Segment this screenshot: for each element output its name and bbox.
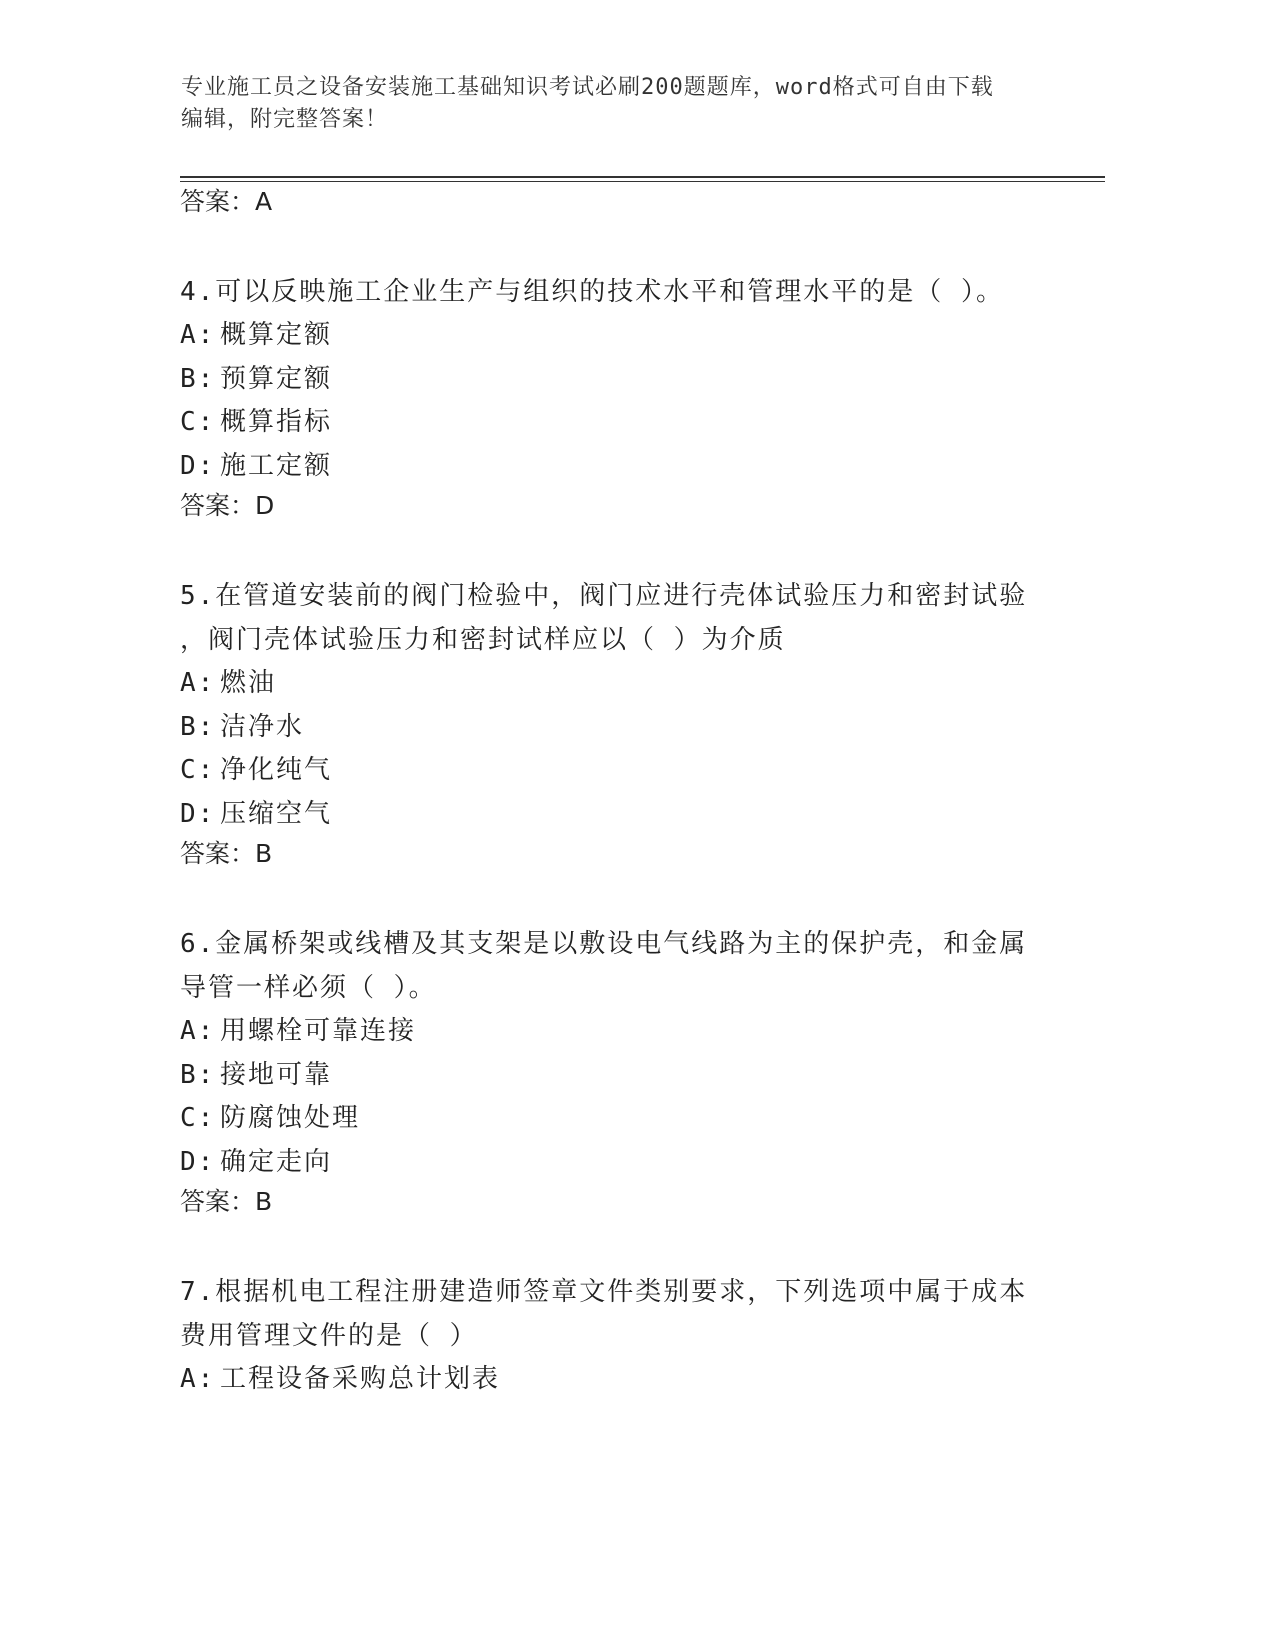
option-d	[180, 1141, 1080, 1185]
header-divider-thick	[180, 176, 1105, 178]
option-d	[180, 793, 1080, 837]
option-letter: D:	[180, 1146, 216, 1177]
option-letter: A:	[180, 668, 216, 698]
option-c	[180, 401, 1080, 445]
header-divider-thin	[180, 181, 1105, 182]
option-letter: C:	[180, 755, 216, 785]
option-a	[180, 314, 1080, 358]
option-text: 燃油	[220, 668, 277, 698]
question-text: 6.金属桥架或线槽及其支架是以敷设电气线路为主的保护壳，和金属	[180, 929, 1028, 959]
option-letter: D:	[180, 798, 216, 829]
option-text: 洁净水	[220, 711, 305, 742]
option-b	[180, 358, 1080, 402]
option-a	[180, 662, 1080, 706]
document-header	[181, 72, 1061, 136]
option-a	[180, 1010, 1080, 1054]
option-text: 净化纯气	[220, 755, 333, 785]
option-b	[180, 706, 1080, 750]
answer-line: 答案：D	[180, 491, 275, 520]
question-text: 4.可以反映施工企业生产与组织的技术水平和管理水平的是（ ）。	[180, 277, 1004, 307]
option-d	[180, 445, 1080, 489]
header-line-2: 编辑，附完整答案！	[181, 107, 389, 132]
option-text: 概算定额	[220, 320, 333, 350]
option-text: 确定走向	[220, 1146, 333, 1177]
question-text-continued: ，阀门壳体试验压力和密封试样应以（ ）为介质	[180, 625, 786, 655]
question-list	[180, 184, 1080, 1402]
answer-line: 答案：B	[180, 839, 273, 868]
question-text-continued: 费用管理文件的是（ ）	[180, 1321, 478, 1351]
option-text: 接地可靠	[220, 1059, 333, 1090]
option-letter: B:	[180, 711, 216, 742]
answer-line: 答案：A	[180, 187, 273, 216]
option-text: 预算定额	[220, 363, 333, 394]
option-letter: B:	[180, 1059, 216, 1090]
option-text: 工程设备采购总计划表	[220, 1364, 501, 1394]
option-letter: A:	[180, 1364, 216, 1394]
option-letter: C:	[180, 407, 216, 437]
option-text: 概算指标	[220, 407, 333, 437]
option-b	[180, 1054, 1080, 1098]
option-text: 防腐蚀处理	[220, 1103, 361, 1133]
option-letter: D:	[180, 450, 216, 481]
answer-line: 答案：B	[180, 1187, 273, 1216]
question-block	[180, 1270, 1080, 1402]
question-text: 5.在管道安装前的阀门检验中，阀门应进行壳体试验压力和密封试验	[180, 581, 1028, 611]
question-block	[180, 574, 1080, 872]
option-a	[180, 1358, 1080, 1402]
option-letter: B:	[180, 363, 216, 394]
option-letter: A:	[180, 320, 216, 350]
header-line-1: 专业施工员之设备安装施工基础知识考试必刷200题题库，word格式可自由下载	[181, 75, 994, 100]
option-letter: C:	[180, 1103, 216, 1133]
option-text: 压缩空气	[220, 798, 333, 829]
option-text: 用螺栓可靠连接	[220, 1016, 417, 1046]
option-c	[180, 1097, 1080, 1141]
question-block	[180, 922, 1080, 1220]
option-text: 施工定额	[220, 450, 333, 481]
option-letter: A:	[180, 1016, 216, 1046]
option-c	[180, 749, 1080, 793]
question-block	[180, 270, 1080, 524]
question-text-continued: 导管一样必须（ ）。	[180, 973, 437, 1003]
question-text: 7.根据机电工程注册建造师签章文件类别要求，下列选项中属于成本	[180, 1277, 1028, 1307]
